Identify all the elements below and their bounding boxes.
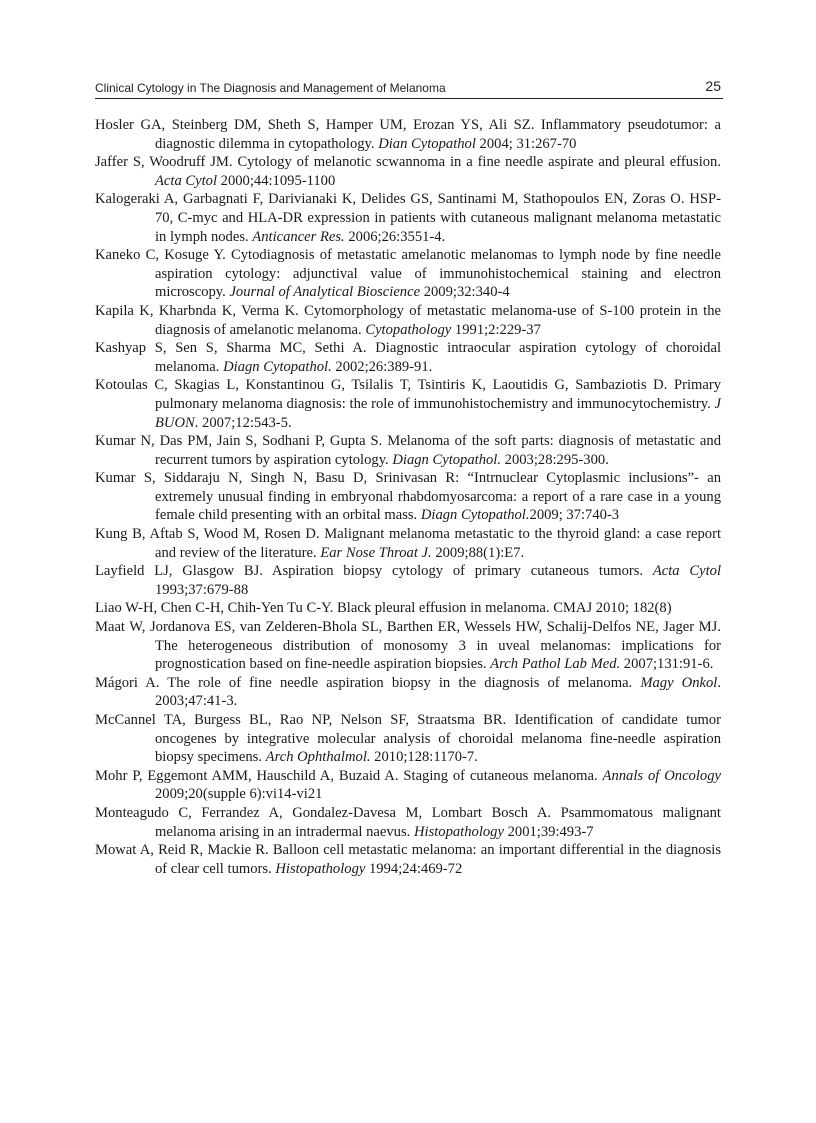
journal-name: Diagn Cytopathol.	[223, 358, 332, 375]
reference-item: Mágori A. The role of fine needle aspiration biopsy in the diagnosis of melanoma. Magy Onkol. 2003;47:41-3.	[95, 674, 721, 710]
reference-item: Maat W, Jordanova ES, van Zelderen-Bhola SL, Barthen ER, Wessels HW, Schalij-Delfos NE, Jager MJ. The heterogeneous distribution of monosomy 3 in uveal melanomas: implications for prognostication based on fine-needle aspiration biopsies. Arch Pathol Lab Med. 2007;131:91-6.	[95, 619, 721, 673]
reference-item: Mohr P, Eggemont AMM, Hauschild A, Buzaid A. Staging of cutaneous melanoma. Annals of Oncology 2009;20(supple 6):vi14-vi21	[95, 767, 721, 803]
reference-item: Hosler GA, Steinberg DM, Sheth S, Hamper UM, Erozan YS, Ali SZ. Inflammatory pseudotumor: a diagnostic dilemma in cytopathology. Dian Cytopathol 2004; 31:267-70	[95, 117, 721, 152]
reference-item: Kapila K, Kharbnda K, Verma K. Cytomorphology of metastatic melanoma-use of S-100 protein in the diagnosis of amelanotic melanoma. Cytopathology 1991;2:229-37	[95, 302, 721, 338]
page-header	[95, 78, 723, 99]
reference-item: Jaffer S, Woodruff JM. Cytology of melanotic scwannoma in a fine needle aspirate and pleural effusion. Acta Cytol 2000;44:1095-1100	[95, 154, 721, 189]
page-number: 25	[705, 78, 721, 94]
journal-name: Histopathology	[275, 860, 366, 877]
journal-name: Diagn Cytopathol.	[420, 507, 530, 524]
reference-item: Layfield LJ, Glasgow BJ. Aspiration biopsy cytology of primary cutaneous tumors. Acta Cytol 1993;37:679-88	[95, 563, 721, 598]
journal-name: Ear Nose Throat J.	[320, 544, 432, 561]
journal-name: Cytopathology	[365, 321, 452, 338]
journal-name: Anticancer Res.	[252, 228, 345, 245]
journal-name: Arch Pathol Lab Med.	[490, 656, 621, 673]
reference-item: Mowat A, Reid R, Mackie R. Balloon cell metastatic melanoma: an important differential in the diagnosis of clear cell tumors. Histopathology 1994;24:469-72	[95, 842, 721, 877]
journal-name: Diagn Cytopathol.	[392, 451, 502, 468]
reference-item: Kaneko C, Kosuge Y. Cytodiagnosis of metastatic amelanotic melanomas to lymph node by fine needle aspiration cytology: adjunctival value of immunohistochemical staining and electron microscopy. Journal of Analytical Bioscience 2009;32:340-4	[95, 247, 721, 301]
reference-list	[95, 116, 721, 878]
journal-name: J BUON	[155, 395, 721, 431]
reference-item: McCannel TA, Burgess BL, Rao NP, Nelson SF, Straatsma BR. Identification of candidate tumor oncogenes by integrative molecular analysis of choroidal melanoma fine-needle aspiration biopsy specimens. Arch Ophthalmol. 2010;128:1170-7.	[95, 712, 721, 766]
journal-name: Journal of Analytical Bioscience	[229, 284, 421, 301]
reference-item: Monteagudo C, Ferrandez A, Gondalez-Davesa M, Lombart Bosch A. Psammomatous malignant melanoma arising in an intradermal naevus. Histopathology 2001;39:493-7	[95, 804, 721, 840]
journal-name: Dian Cytopathol	[378, 135, 476, 152]
reference-item: Kotoulas C, Skagias L, Konstantinou G, Tsilalis T, Tsintiris K, Laoutidis G, Sambaziotis D. Primary pulmonary melanoma diagnosis: the role of immunohistochemistry and immunocytochemistry. J BUON. 2007;12:543-5.	[95, 377, 721, 431]
reference-item: Kung B, Aftab S, Wood M, Rosen D. Malignant melanoma metastatic to the thyroid gland: a case report and review of the literature. Ear Nose Throat J. 2009;88(1):E7.	[95, 526, 721, 561]
journal-name: Magy Onkol	[640, 674, 718, 691]
journal-name: Acta Cytol	[155, 172, 218, 189]
reference-item: Kashyap S, Sen S, Sharma MC, Sethi A. Diagnostic intraocular aspiration cytology of choroidal melanoma. Diagn Cytopathol. 2002;26:389-91.	[95, 340, 721, 375]
journal-name: Annals of Oncology	[602, 767, 721, 784]
journal-name: Acta Cytol	[652, 563, 721, 580]
reference-item: Kumar N, Das PM, Jain S, Sodhani P, Gupta S. Melanoma of the soft parts: diagnosis of metastatic and recurrent tumors by aspiration cytology. Diagn Cytopathol. 2003;28:295-300.	[95, 433, 721, 468]
reference-item: Kumar S, Siddaraju N, Singh N, Basu D, Srinivasan R: “Intrnuclear Cytoplasmic inclusions”- an extremely unusual finding in embryonal rhabdomyosarcoma: a report of a rare case in a young female child presenting with an orbital mass. Diagn Cytopathol.2009; 37:740-3	[95, 470, 721, 524]
journal-name: Arch Ophthalmol.	[265, 749, 371, 766]
journal-name: Histopathology	[413, 823, 504, 840]
reference-item: Liao W-H, Chen C-H, Chih-Yen Tu C-Y. Black pleural effusion in melanoma. CMAJ 2010; 182(8)	[95, 600, 672, 617]
reference-item: Kalogeraki A, Garbagnati F, Darivianaki K, Delides GS, Santinami M, Stathopoulos EN, Zoras O. HSP-70, C-myc and HLA-DR expression in patients with cutaneous malignant melanoma metastatic in lymph nodes. Anticancer Res. 2006;26:3551-4.	[95, 191, 721, 245]
running-title: Clinical Cytology in The Diagnosis and Management of Melanoma	[95, 81, 446, 95]
